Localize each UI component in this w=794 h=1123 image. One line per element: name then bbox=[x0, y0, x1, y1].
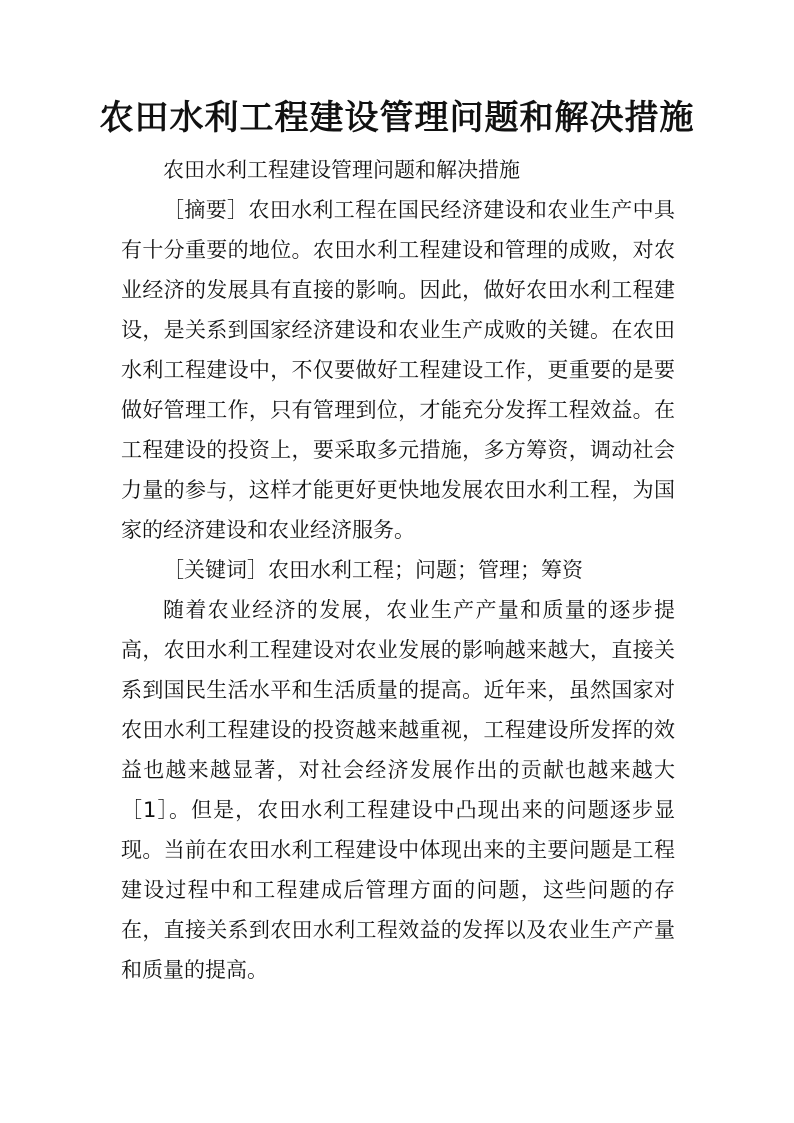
document-title: 农田水利工程建设管理问题和解决措施 bbox=[99, 98, 695, 138]
document-body bbox=[121, 150, 675, 990]
abstract-paragraph: ［摘要］农田水利工程在国民经济建设和农业生产中具有十分重要的地位。农田水利工程建设和管理的成败，对农业经济的发展具有直接的影响。因此，做好农田水利工程建设，是关系到国家经济建设和农业生产成败的关键。在农田水利工程建设中，不仅要做好工程建设工作，更重要的是要做好管理工作，只有管理到位，才能充分发挥工程效益。在工程建设的投资上，要采取多元措施，多方筹资，调动社会力量的参与，这样才能更好更快地发展农田水利工程，为国家的经济建设和农业经济服务。 bbox=[121, 198, 675, 542]
keywords-paragraph: ［关键词］农田水利工程；问题；管理；筹资 bbox=[163, 558, 583, 582]
body-paragraph: 随着农业经济的发展，农业生产产量和质量的逐步提高，农田水利工程建设对农业发展的影响越来越大，直接关系到国民生活水平和生活质量的提高。近年来，虽然国家对农田水利工程建设的投资越来越重视，工程建设所发挥的效益也越来越显著，对社会经济发展作出的贡献也越来越大［1］。但是，农田水利工程建设中凸现出来的问题逐步显现。当前在农田水利工程建设中体现出来的主要问题是工程建设过程中和工程建成后管理方面的问题，这些问题的存在，直接关系到农田水利工程效益的发挥以及农业生产产量和质量的提高。 bbox=[121, 598, 675, 982]
document-subtitle: 农田水利工程建设管理问题和解决措施 bbox=[163, 158, 520, 182]
